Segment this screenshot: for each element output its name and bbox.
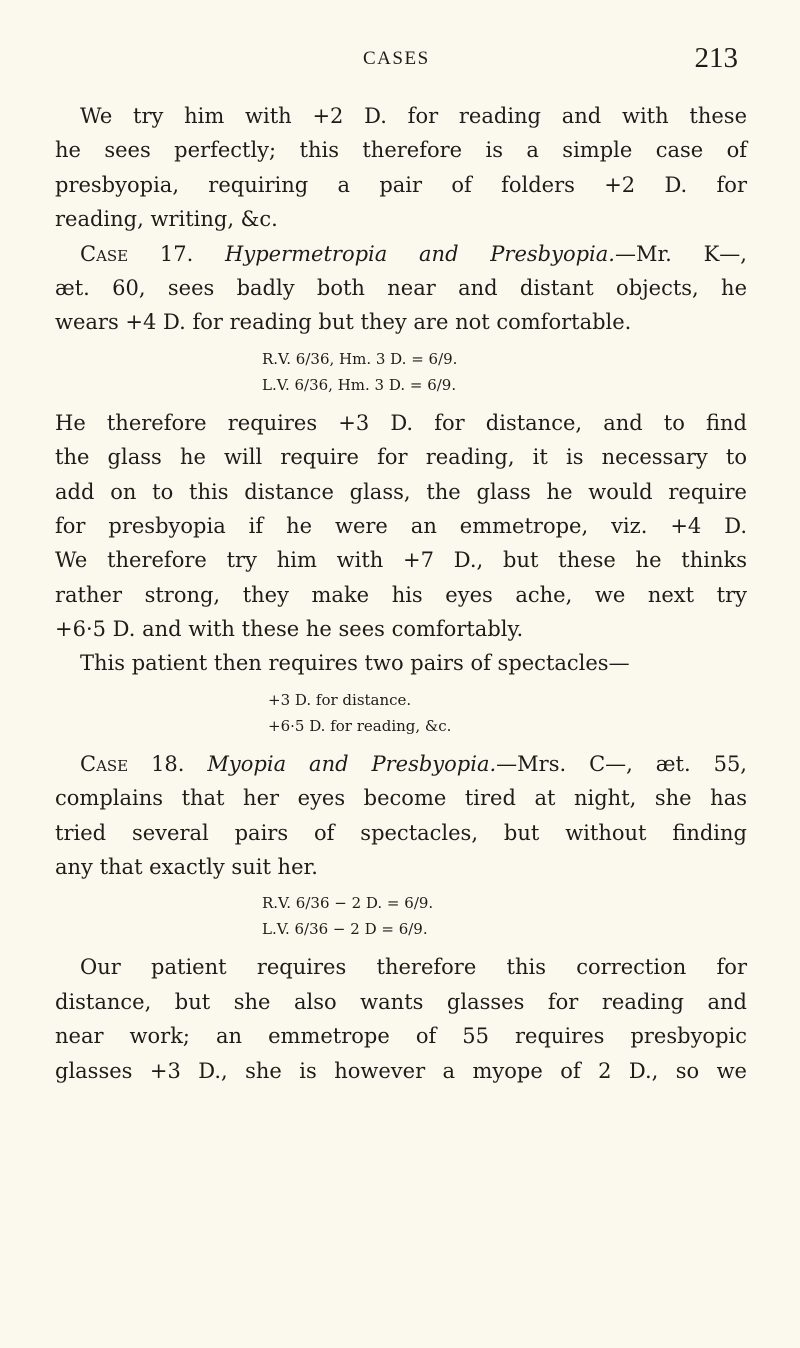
running-head: CASES (363, 48, 430, 69)
text-line: presbyopia, requiring a pair of folders +2 D. for (55, 172, 747, 197)
page-number: 213 (694, 42, 738, 74)
text-line: glasses +3 D., she is however a myope of 2 D., so we (55, 1058, 747, 1083)
text-line: complains that her eyes become tired at night, she has (55, 786, 747, 811)
text-line: tried several pairs of spectacles, but without finding (55, 820, 747, 845)
text-line: This patient then requires two pairs of spectacles— (80, 651, 630, 676)
case-title: Hypermetropia and Presbyopia. (225, 241, 615, 266)
text-line: he sees perfectly; this therefore is a simple case of (55, 138, 747, 163)
case-intro: —Mrs. C—, æt. 55, (496, 751, 747, 776)
formula-right-eye: R.V. 6/36 − 2 D. = 6/9. (262, 894, 434, 913)
case-17-heading (55, 237, 747, 271)
text-line: the glass he will require for reading, it is necessary to (55, 445, 747, 470)
text-line: add on to this distance glass, the glass he would require (55, 479, 747, 504)
text-line: reading, writing, &c. (55, 207, 278, 232)
formula-left-eye: L.V. 6/36 − 2 D = 6/9. (262, 920, 428, 939)
text-line: We therefore try him with +7 D., but these he thinks (55, 548, 747, 573)
text-line: for presbyopia if he were an emmetrope, viz. +4 D. (55, 513, 747, 538)
text-line: We try him with +2 D. for reading and with these (80, 104, 747, 128)
text-line: near work; an emmetrope of 55 requires presbyopic (55, 1024, 747, 1049)
text-line: Our patient requires therefore this correction for (80, 955, 747, 980)
case-label: Case 17. (80, 241, 194, 266)
prescription-reading: +6·5 D. for reading, &c. (268, 716, 452, 735)
text-line: distance, but she also wants glasses for reading and (55, 989, 747, 1014)
text-line: æt. 60, sees badly both near and distant objects, he (55, 275, 747, 300)
text-line: +6·5 D. and with these he sees comfortably. (55, 617, 524, 642)
prescription-distance: +3 D. for distance. (268, 690, 412, 709)
case-label: Case 18. (80, 751, 185, 776)
body-text (55, 99, 747, 1088)
case-title: Myopia and Presbyopia. (207, 751, 497, 776)
text-line: He therefore requires +3 D. for distance, and to find (55, 410, 747, 435)
case-18-heading (55, 747, 747, 781)
text-line: wears +4 D. for reading but they are not comfortable. (55, 310, 632, 335)
formula-right-eye: R.V. 6/36, Hm. 3 D. = 6/9. (262, 349, 458, 368)
formula-left-eye: L.V. 6/36, Hm. 3 D. = 6/9. (262, 375, 457, 394)
page-header (0, 42, 800, 82)
case-intro: —Mr. K—, (614, 241, 747, 266)
text-line: any that exactly suit her. (55, 855, 318, 880)
text-line: rather strong, they make his eyes ache, we next try (55, 582, 747, 607)
